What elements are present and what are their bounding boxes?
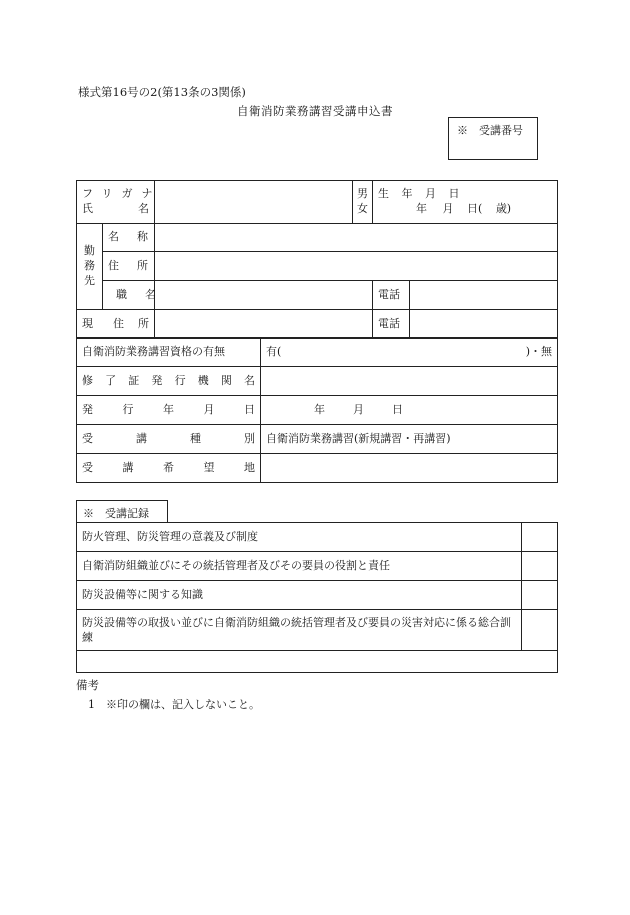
company-address-label: 住 所 (103, 252, 155, 281)
position-label: 職 名 (103, 281, 155, 310)
issue-date-label: 発 行 年 月 日 (77, 396, 261, 425)
records-table (76, 522, 558, 673)
name-label-cell: フリガナ 氏 名 (77, 181, 155, 224)
work-phone-label: 電話 (373, 281, 410, 310)
desired-location-field[interactable] (261, 454, 558, 483)
course-type-field[interactable]: 自衛消防業務講習(新規講習・再講習) (261, 425, 558, 454)
current-address-label: 現 住 所 (77, 310, 155, 339)
issuer-field[interactable] (261, 367, 558, 396)
company-name-field[interactable] (155, 224, 558, 252)
qualification-field[interactable]: 有( )・無 (261, 338, 558, 367)
note-item-1: 1 ※印の欄は、記入しないこと。 (88, 698, 260, 711)
record-check-1[interactable] (522, 523, 558, 552)
record-item-2: 自衛消防組織並びにその統括管理者及びその要員の役割と責任 (77, 552, 522, 581)
name-field[interactable] (155, 181, 353, 224)
application-table (76, 180, 558, 339)
company-address-field[interactable] (155, 252, 558, 281)
record-item-4: 防災設備等の取扱い並びに自衛消防組織の統括管理者及び要員の災害対応に係る総合訓練 (77, 610, 522, 651)
record-check-2[interactable] (522, 552, 558, 581)
home-phone-label: 電話 (373, 310, 410, 339)
exam-number-box[interactable] (448, 117, 538, 160)
sex-field[interactable]: 男 女 (353, 181, 373, 224)
desired-location-label: 受 講 希 望 地 (77, 454, 261, 483)
issue-date-field[interactable]: 年 月 日 (261, 396, 558, 425)
document-title: 自衛消防業務講習受講申込書 (237, 104, 393, 118)
home-phone-field[interactable] (410, 310, 558, 339)
record-item-1: 防火管理、防災管理の意義及び制度 (77, 523, 522, 552)
record-check-4[interactable] (522, 610, 558, 651)
work-phone-field[interactable] (410, 281, 558, 310)
company-name-label: 名 称 (103, 224, 155, 252)
record-item-3: 防災設備等に関する知識 (77, 581, 522, 610)
qualification-table (76, 337, 558, 483)
notes-title: 備考 (76, 678, 99, 692)
qualification-label: 自衛消防業務講習資格の有無 (77, 338, 261, 367)
exam-number-label: ※ 受講番号 (457, 124, 523, 137)
course-type-label: 受 講 種 別 (77, 425, 261, 454)
current-address-field[interactable] (155, 310, 373, 339)
employer-label: 勤 務 先 (77, 224, 103, 310)
furigana-label: フリガナ (82, 187, 162, 201)
position-field[interactable] (155, 281, 373, 310)
records-header: ※ 受講記録 (76, 500, 168, 523)
record-check-3[interactable] (522, 581, 558, 610)
records-blank-row[interactable] (77, 651, 558, 673)
form-id: 様式第16号の2(第13条の3関係) (78, 85, 246, 99)
issuer-label: 修 了 証 発 行 機 関 名 (77, 367, 261, 396)
birthdate-field[interactable]: 生 年 月 日 年 月 日( 歳) (373, 181, 558, 224)
